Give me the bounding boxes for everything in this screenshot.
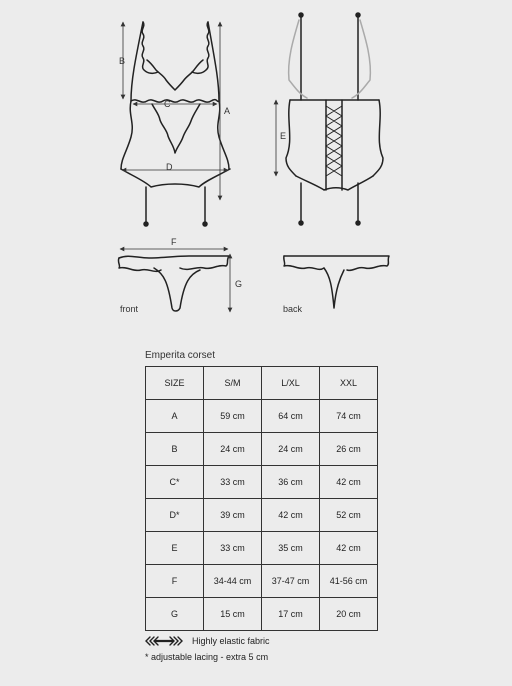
table-cell: 39 cm xyxy=(204,499,262,532)
table-row xyxy=(146,400,378,433)
table-header-cell: SIZE xyxy=(146,367,204,400)
elastic-fabric-legend: Highly elastic fabric xyxy=(192,636,270,646)
table-row xyxy=(146,565,378,598)
table-row xyxy=(146,466,378,499)
table-cell: 42 cm xyxy=(262,499,320,532)
table-cell: 17 cm xyxy=(262,598,320,631)
lacing-footnote: * adjustable lacing - extra 5 cm xyxy=(145,652,269,662)
dim-label-f: F xyxy=(171,237,177,247)
table-cell: 26 cm xyxy=(320,433,378,466)
table-row xyxy=(146,598,378,631)
table-cell: 41-56 cm xyxy=(320,565,378,598)
table-cell: G xyxy=(146,598,204,631)
elastic-arrows-icon xyxy=(145,635,183,647)
front-view-label: front xyxy=(120,304,139,314)
garment-drawing xyxy=(0,0,512,330)
table-cell: 36 cm xyxy=(262,466,320,499)
dim-label-a: A xyxy=(224,106,231,116)
table-cell: A xyxy=(146,400,204,433)
table-cell: B xyxy=(146,433,204,466)
table-cell: 15 cm xyxy=(204,598,262,631)
table-cell: 42 cm xyxy=(320,532,378,565)
front-corset-outline xyxy=(121,22,230,226)
table-cell: 64 cm xyxy=(262,400,320,433)
table-cell: 59 cm xyxy=(204,400,262,433)
table-row xyxy=(146,532,378,565)
table-cell: 52 cm xyxy=(320,499,378,532)
back-view-label: back xyxy=(283,304,303,314)
table-cell: D* xyxy=(146,499,204,532)
table-cell: 74 cm xyxy=(320,400,378,433)
table-cell: F xyxy=(146,565,204,598)
table-header-row xyxy=(146,367,378,400)
dim-label-g: G xyxy=(235,279,243,289)
dim-label-c: C xyxy=(164,99,171,109)
size-table xyxy=(145,366,378,631)
front-thong-outline xyxy=(118,256,229,311)
table-cell: 35 cm xyxy=(262,532,320,565)
back-corset-outline xyxy=(286,13,383,225)
table-header-cell: S/M xyxy=(204,367,262,400)
table-cell: 33 cm xyxy=(204,532,262,565)
product-title: Emperita corset xyxy=(145,350,216,361)
table-cell: 24 cm xyxy=(204,433,262,466)
back-thong-outline xyxy=(284,256,389,308)
table-row xyxy=(146,433,378,466)
table-row xyxy=(146,499,378,532)
table-cell: 37-47 cm xyxy=(262,565,320,598)
table-cell: 34-44 cm xyxy=(204,565,262,598)
table-cell: 20 cm xyxy=(320,598,378,631)
table-cell: 42 cm xyxy=(320,466,378,499)
dim-label-b: B xyxy=(119,56,126,66)
dim-label-e: E xyxy=(280,131,287,141)
table-header-cell: XXL xyxy=(320,367,378,400)
dim-label-d: D xyxy=(166,162,173,172)
table-cell: 24 cm xyxy=(262,433,320,466)
table-cell: C* xyxy=(146,466,204,499)
table-cell: E xyxy=(146,532,204,565)
table-cell: 33 cm xyxy=(204,466,262,499)
table-header-cell: L/XL xyxy=(262,367,320,400)
